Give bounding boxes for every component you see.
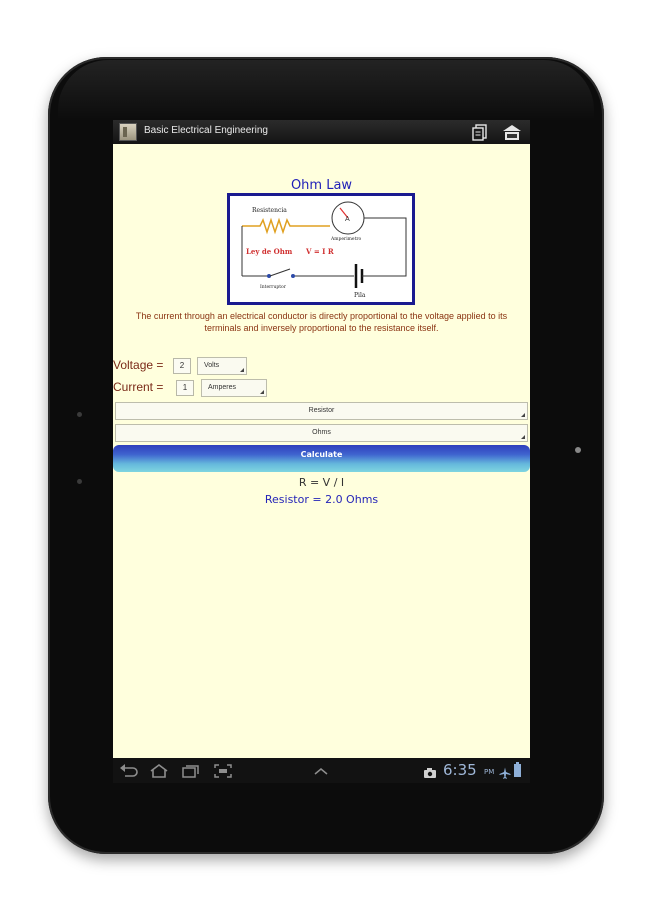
recent-apps-icon[interactable] xyxy=(181,763,201,779)
status-ampm: PM xyxy=(484,768,495,776)
action-bar xyxy=(113,120,530,144)
current-label: Current = xyxy=(113,380,164,394)
dropdown-arrow-icon xyxy=(521,413,525,417)
law-formula: V = I R xyxy=(306,247,334,256)
screenshot-icon[interactable] xyxy=(213,763,233,779)
solve-for-value: Resistor xyxy=(308,407,335,414)
home-icon[interactable] xyxy=(149,763,169,779)
dropdown-arrow-icon xyxy=(260,390,264,394)
battery-label: Pila xyxy=(354,292,366,299)
law-label: Ley de Ohm xyxy=(246,247,293,256)
solve-for-select[interactable] xyxy=(115,402,528,420)
content-area xyxy=(113,144,530,758)
status-clock: 6:35 xyxy=(443,761,477,779)
tablet-sensor xyxy=(77,412,82,417)
description-text: The current through an electrical conductor is directly proportional to the voltage applied to its terminals and inversely proportional to the resistance itself. xyxy=(135,311,508,333)
tablet-frame-highlight xyxy=(58,60,594,120)
result-unit-value: Ohms xyxy=(312,429,331,436)
camera-icon xyxy=(423,764,437,780)
battery-icon xyxy=(514,762,521,778)
tablet-sensor xyxy=(77,479,82,484)
library-icon[interactable] xyxy=(501,122,521,142)
ohm-law-diagram xyxy=(227,193,415,305)
result-text: Resistor = 2.0 Ohms xyxy=(264,493,379,506)
current-unit-select[interactable] xyxy=(201,379,267,397)
result-unit-select[interactable] xyxy=(115,424,528,442)
result-formula: R = V / I xyxy=(298,476,345,489)
voltage-unit-value: Volts xyxy=(204,362,220,369)
app-title: Basic Electrical Engineering xyxy=(144,125,268,136)
ammeter-label: Amperimetro xyxy=(331,237,362,242)
switch-label: Interruptor xyxy=(260,285,286,290)
svg-text:A: A xyxy=(345,215,350,223)
document-icon[interactable] xyxy=(470,122,490,142)
voltage-label: Voltage = xyxy=(113,358,164,372)
system-navbar xyxy=(113,758,530,783)
current-input[interactable]: 1 xyxy=(176,380,194,396)
resistor-label: Resistencia xyxy=(252,207,287,214)
dropdown-arrow-icon xyxy=(521,435,525,439)
page-title: Ohm Law xyxy=(290,178,353,193)
screen xyxy=(113,120,530,783)
chevron-up-icon[interactable] xyxy=(311,763,331,779)
app-icon[interactable] xyxy=(119,123,137,141)
current-unit-value: Amperes xyxy=(208,384,237,391)
front-camera xyxy=(575,447,581,453)
back-icon[interactable] xyxy=(119,763,139,779)
calculate-button[interactable]: Calculate xyxy=(113,445,530,472)
airplane-icon xyxy=(499,764,511,780)
voltage-input[interactable]: 2 xyxy=(173,358,191,374)
dropdown-arrow-icon xyxy=(240,368,244,372)
voltage-unit-select[interactable] xyxy=(197,357,247,375)
